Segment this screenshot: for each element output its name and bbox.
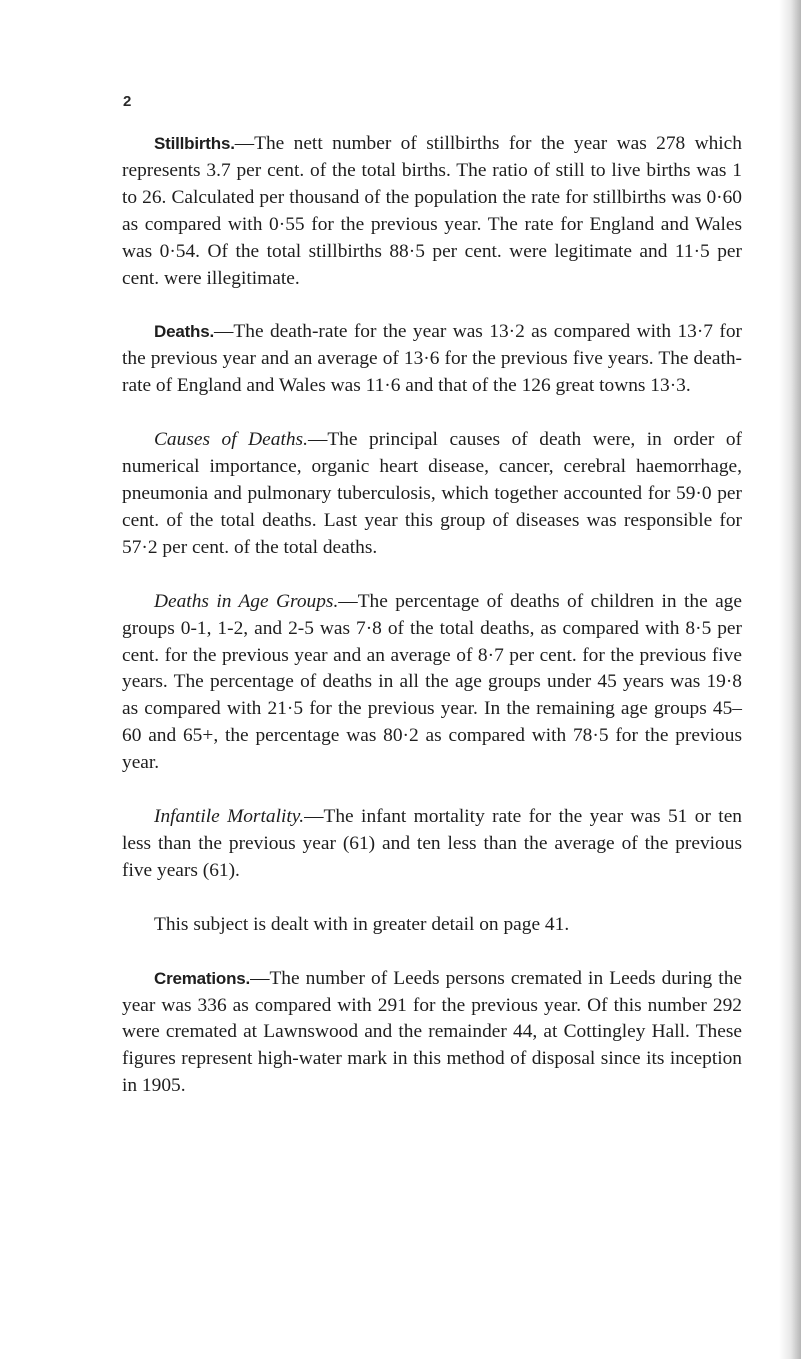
infantile-mortality-heading: Infantile Mortality. — [154, 806, 305, 828]
page-edge-shadow — [779, 0, 801, 1359]
infantile-mortality-text: —The infant mortality rate for the year was 51 or ten less than the previous year (61) and ten less than the average of the previous five years (61). — [122, 806, 742, 881]
cremations-paragraph — [122, 966, 742, 1101]
cremations-text: —The number of Leeds persons cremated in Leeds during the year was 336 as compared with 291 for the previous year. Of this number 292 were cremated at Lawnswood and the remainder 44, at Cottingley Hall. These figures represent high-water mark in this method of disposal since its inception in 1905. — [122, 967, 742, 1097]
document-body — [122, 131, 742, 1100]
deaths-in-age-groups-text: —The percentage of deaths of children in the age groups 0-1, 1-2, and 2-5 was 7·8 of the total deaths, as compared with 8·5 per cent. for the previous year and an average of 8·7 per cent. for the previous five years. The percentage of deaths in all the age groups under 45 years was 19·8 as compared with 21·5 for the previous year. In the remaining age groups 45–60 and 65+, the percentage was 80·2 as compared with 78·5 for the previous year. — [122, 590, 742, 774]
detail-note-text: This subject is dealt with in greater detail on page 41. — [154, 913, 570, 935]
causes-of-deaths-paragraph — [122, 427, 742, 562]
deaths-text: —The death-rate for the year was 13·2 as compared with 13·7 for the previous year and an average of 13·6 for the previous five years. The death-rate of England and Wales was 11·6 and that of the 126 great towns 13·3. — [122, 321, 742, 397]
stillbirths-paragraph — [122, 131, 742, 292]
deaths-paragraph — [122, 319, 742, 400]
page-number: 2 — [123, 93, 132, 110]
detail-note-paragraph — [122, 912, 742, 939]
cremations-heading: Cremations. — [154, 968, 251, 988]
deaths-in-age-groups-heading: Deaths in Age Groups. — [154, 590, 339, 612]
causes-of-deaths-heading: Causes of Deaths. — [154, 429, 308, 451]
infantile-mortality-paragraph — [122, 804, 742, 885]
deaths-in-age-groups-paragraph — [122, 589, 742, 777]
deaths-heading: Deaths. — [154, 322, 215, 342]
causes-of-deaths-text: —The principal causes of death were, in order of numerical importance, organic heart disease, cancer, cerebral haemorrhage, pneumonia and pulmonary tuberculosis, which together accounted for 59·0 per cent. of the total deaths. Last year this group of diseases was responsible for 57·2 per cent. of the total deaths. — [122, 429, 742, 558]
stillbirths-text: —The nett number of stillbirths for the year was 278 which represents 3.7 per cent. of the total births. The ratio of still to live births was 1 to 26. Calculated per thousand of the population the rate for stillbirths was 0·60 as compared with 0·55 for the previous year. The rate for England and Wales was 0·54. Of the total stillbirths 88·5 per cent. were legitimate and 11·5 per cent. were illegitimate. — [122, 133, 742, 289]
stillbirths-heading: Stillbirths. — [154, 134, 235, 153]
